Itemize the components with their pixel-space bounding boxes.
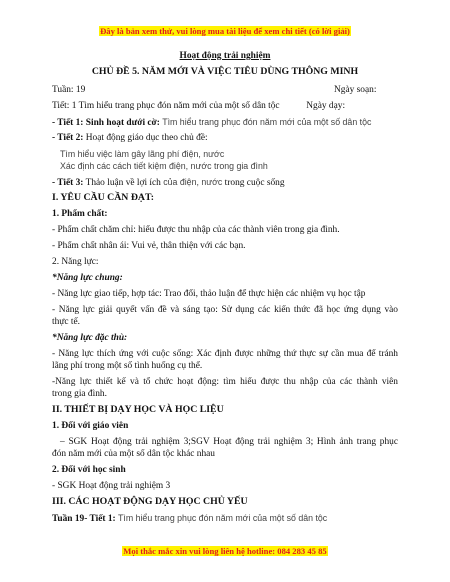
prep-date-label: Ngày soạn: (334, 85, 377, 95)
tiet2-subitem: Tìm hiểu việc làm gây lãng phí điện, nước (60, 149, 225, 159)
tiet3-label: - Tiết 3: (52, 178, 84, 188)
tiet3-text: trong cuộc sống (224, 178, 285, 188)
week-lesson-label: 19- Tiết 1: (74, 514, 116, 524)
paragraph: - Năng lực thích ứng với cuộc sống: Xác định được những thứ thực sự cần mua để tránh (52, 349, 398, 359)
week-lesson-line (52, 512, 327, 525)
subsection-heading: 2. Đối với học sinh (52, 465, 126, 475)
subsection-heading: *Năng lực chung: (52, 273, 123, 283)
topic-title: CHỦ ĐỀ 5. NĂM MỚI VÀ VIỆC TIÊU DÙNG THÔNG MINH (91, 66, 359, 77)
subsection-heading: *Năng lực đặc thù: (52, 333, 128, 343)
paragraph: - Năng lực giao tiếp, hợp tác: Trao đổi, thảo luận để thực hiện các nhiệm vụ học tập (52, 289, 366, 299)
tiet2-subitem: Xác định các cách tiết kiệm điện, nước trong gia đình (60, 161, 268, 171)
paragraph: đón năm mới của một số dân tộc khác nhau (52, 449, 215, 459)
paragraph: – SGK Hoạt động trải nghiệm 3;SGV Hoạt động trải nghiệm 3; Hình ảnh trang phục (60, 437, 398, 447)
hotline-text: Mọi thắc mắc xin vui lòng liên hệ hotline: 084 283 45 85 (123, 546, 327, 556)
section-heading: III. CÁC HOẠT ĐỘNG DẠY HỌC CHỦ YẾU (52, 496, 248, 507)
tiet1-line (52, 116, 371, 129)
paragraph: - Phẩm chất chăm chỉ: hiểu được thu nhập của các thành viên trong gia đình. (52, 225, 340, 235)
tiet2-line (52, 132, 208, 144)
teach-date-label: Ngày dạy: (306, 101, 346, 111)
preview-notice-banner (0, 25, 450, 37)
week-lesson-label: Tuần (52, 514, 73, 524)
lesson-title: Tiết: 1 Tìm hiểu trang phục đón năm mới của một số dân tộc (52, 101, 280, 111)
lesson-line (52, 100, 345, 112)
section-heading: II. THIẾT BỊ DẠY HỌC VÀ HỌC LIỆU (52, 404, 224, 415)
paragraph: - Phẩm chất nhân ái: Vui vẻ, thân thiện với các bạn. (52, 241, 246, 251)
week-label: Tuần: 19 (52, 85, 86, 95)
subsection-heading: 1. Phẩm chất: (52, 209, 108, 219)
preview-notice-text: Đây là bản xem thử, vui lòng mua tài liệu để xem chi tiết (có lời giải) (100, 26, 350, 36)
subsection-heading: 2. Năng lực: (52, 257, 99, 267)
tiet3-line (52, 176, 285, 189)
subsection-heading: 1. Đối với giáo viên (52, 421, 129, 431)
section-heading: I. YÊU CẦU CẦN ĐẠT: (52, 192, 155, 203)
tiet3-text: Thảo luận về lợi ích (85, 178, 161, 188)
week-lesson-text: Tìm hiểu trang phục đón năm mới của một số dân tộc (118, 513, 328, 523)
tiet1-text: Tìm hiểu trang phục đón năm mới của một số dân tộc (162, 117, 372, 127)
tiet2-label: - Tiết 2: (52, 133, 84, 143)
paragraph: -Năng lực thiết kế và tổ chức hoạt động: tìm hiểu được thu nhập của các thành viên (52, 377, 398, 387)
paragraph: lãng phí trong một số tình huống cụ thể. (52, 361, 203, 371)
subject-heading: Hoạt động trải nghiệm (179, 51, 271, 61)
tiet2-text: Hoạt động giáo dục theo chủ đề: (85, 133, 208, 143)
paragraph: trong gia đình. (52, 389, 107, 399)
paragraph: thực tế. (52, 317, 80, 327)
tiet1-label: - Tiết 1: Sinh hoạt dưới cờ: (52, 118, 160, 128)
hotline-banner (0, 545, 450, 557)
tiet3-text: của điện, nước (163, 177, 223, 187)
paragraph: - SGK Hoạt động trải nghiệm 3 (52, 481, 171, 491)
paragraph: - Năng lực giải quyết vấn đề và sáng tạo: Sử dụng các kiến thức đã học ứng dụng vào (52, 305, 398, 315)
